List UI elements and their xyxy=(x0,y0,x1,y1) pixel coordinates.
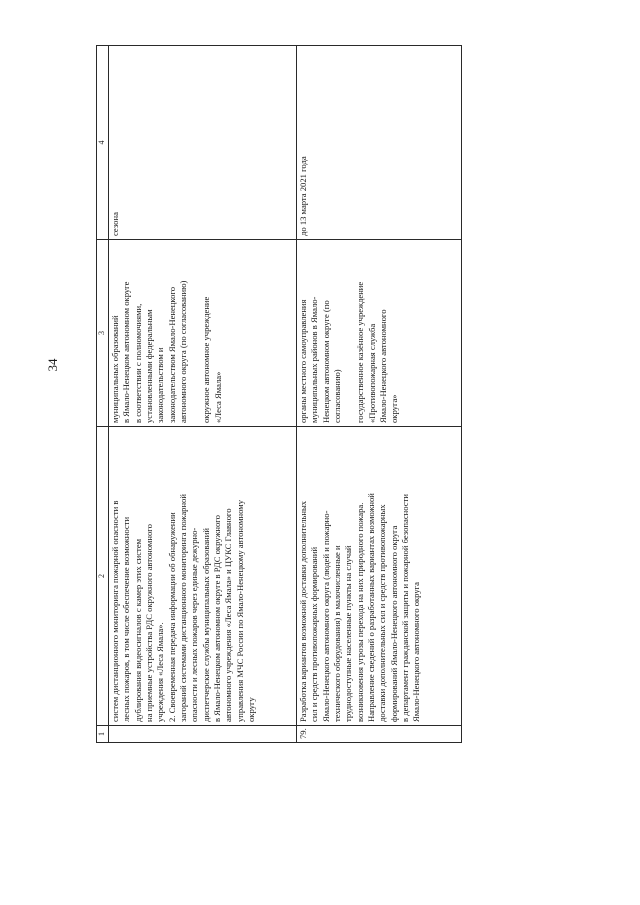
text-line: сил и средств противопожарных формирований xyxy=(309,546,320,722)
text-line: дублирования видеосигналов с камер этих систем xyxy=(132,538,143,722)
row-number: 79. xyxy=(297,726,462,743)
measure-description xyxy=(109,427,297,726)
text-line: законодательством Ямало-Ненецкого xyxy=(166,286,177,423)
text-line: труднодоступные населенные пункты на случай xyxy=(343,545,354,722)
text-line: в Ямало-Ненецком автономном округе xyxy=(121,281,132,423)
text-line: государственное казённое учреждение xyxy=(355,281,366,423)
table-row xyxy=(109,46,297,743)
text-line: муниципальных образований xyxy=(110,315,120,423)
table-row xyxy=(297,46,462,743)
header-col-2: 2 xyxy=(97,427,109,726)
text-line: автономного округа (по согласованию) xyxy=(178,280,189,423)
text-line: согласованию) xyxy=(332,369,343,423)
text-line: округа» xyxy=(389,394,400,423)
text-line: округу xyxy=(246,697,257,722)
responsible-parties xyxy=(297,240,462,427)
text-line: Направление сведений о разработанных вариантах возможной xyxy=(366,493,377,722)
table-rotation-frame xyxy=(96,46,462,743)
row-number xyxy=(109,726,297,743)
measures-table xyxy=(96,45,462,743)
text-line: органы местного самоуправления xyxy=(298,299,308,423)
text-line: автономного учреждения «Леса Ямала» и ЦУКС Главного xyxy=(223,508,234,722)
text-line: технического оборудования) в малочисленные и xyxy=(332,545,343,722)
deadline: до 13 марта 2021 года xyxy=(297,46,462,240)
text-line: управления МЧС России по Ямало-Ненецкому автономному xyxy=(234,499,245,722)
header-col-4: 4 xyxy=(97,46,109,240)
text-line: формирований Ямало-Ненецкого автономного округа xyxy=(388,525,399,722)
text-line: Ямало-Ненецкого автономного xyxy=(378,309,389,423)
text-line: загораний системами дистанционного мониторинга пожарной xyxy=(178,494,189,722)
text-line: Разработка вариантов возможной доставки дополнительных xyxy=(298,500,308,722)
text-line: систем дистанционного мониторинга пожарной опасности в xyxy=(110,500,120,722)
measure-description xyxy=(297,427,462,726)
header-col-3: 3 xyxy=(97,240,109,427)
text-line: муниципальных районов в Ямало- xyxy=(309,296,320,423)
text-line: Ямало-Ненецкого автономного округа xyxy=(411,582,422,722)
text-line: Ямало-Ненецкого автономного округа (людей и пожарно- xyxy=(320,510,331,722)
text-line: диспетчерские службы муниципальных образований xyxy=(200,528,211,722)
text-line: в соответствии с полномочиями, xyxy=(132,303,143,423)
responsible-parties xyxy=(109,240,297,427)
text-line: установленными федеральным xyxy=(144,309,155,423)
text-line: на приемные устройства РДС окружного автономного xyxy=(144,524,155,722)
text-line: законодательством и xyxy=(155,347,166,423)
spacer xyxy=(189,243,201,423)
text-line: «Леса Ямала» xyxy=(212,371,223,423)
text-line: в департамент гражданской защиты и пожарной безопасности xyxy=(400,494,411,722)
rotated-table-container xyxy=(96,46,462,743)
text-line: опасности и лесных пожаров через единые дежурно- xyxy=(189,527,200,722)
text-line: Ненецком автономном округе (по xyxy=(320,300,331,423)
text-line: возникновения угрозы перехода на них природного пожара. xyxy=(354,502,365,722)
text-line: «Противопожарная служба xyxy=(366,323,377,423)
deadline: сезона xyxy=(109,46,297,240)
text-line: 2. Своевременная передача информации об обнаружении xyxy=(166,512,177,722)
text-line: в Ямало-Ненецком автономном округе в РДС окружного xyxy=(212,515,223,722)
text-line: окружное автономное учреждение xyxy=(201,296,212,423)
text-line: доставки дополнительных сил и средств противопожарных xyxy=(377,504,388,722)
spacer xyxy=(343,243,355,423)
header-col-1: 1 xyxy=(97,726,109,743)
text-line: лесных пожаров, в том числе обеспечение возможности xyxy=(121,516,132,722)
page-number: 34 xyxy=(45,358,60,372)
text-line: учреждения «Леса Ямала». xyxy=(155,622,166,722)
table-header-row xyxy=(97,46,109,743)
